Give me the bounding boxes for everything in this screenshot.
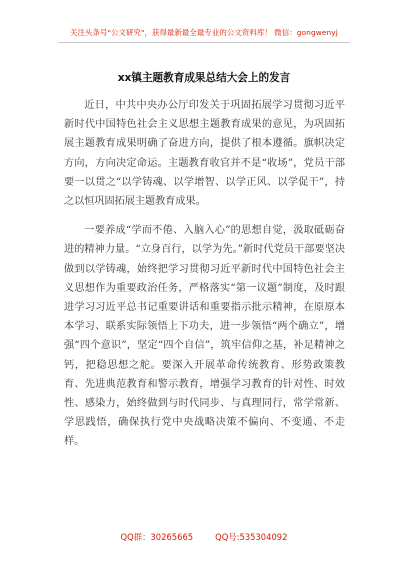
header-banner: 关注头条号"公文研究"，获得最新最全最专业的公文资料库！ 微信：gongwenyj [70,28,338,37]
document-body [64,96,345,452]
footer-qq-group: QQ群：30265665 [120,532,194,542]
document-title: xx镇主题教育成果总结大会上的发言 [117,72,291,84]
footer-qq-number: QQ号:535304092 [215,532,288,542]
footer-contact [0,531,408,543]
header-divider [58,42,350,43]
body-paragraph-1: 近日，中共中央办公厅印发关于巩固拓展学习贯彻习近平新时代中国特色社会主义思想主题教育成果的意见，为巩固拓展主题教育成果明确了奋进方向，提供了根本遵循。旗帜决定方向，方向决定命运。主题教育收官并不是“收场”，党员干部要一以贯之“以学铸魂、以学增智、以学正风、以学促干”，持之以恒巩固拓展主题教育成果。 [64,100,345,208]
body-paragraph-2: 一要养成“学而不倦、入脑入心”的思想自觉，汲取砥砺奋进的精神力量。“立身百行，以学为先。”新时代党员干部要坚决做到以学铸魂，始终把学习贯彻习近平新时代中国特色社会主义思想作为重要政治任务，严格落实“第一议题”制度，及时跟进学习习近平总书记重要讲话和重要指示批示精神，在原原本本学习、联系实际领悟上下功夫，进一步领悟“两个确立”，增强“四个意识”，坚定“四个自信”，筑牢信仰之基，补足精神之钙，把稳思想之舵。要深入开展革命传统教育、形势政策教育、先进典范教育和警示教育，增强学习教育的针对性、时效性、感染力，始终做到与时代同步、与真理同行，常学常新、学思践悟，确保执行党中央战略决策不偏向、不变通、不走样。 [64,225,345,448]
